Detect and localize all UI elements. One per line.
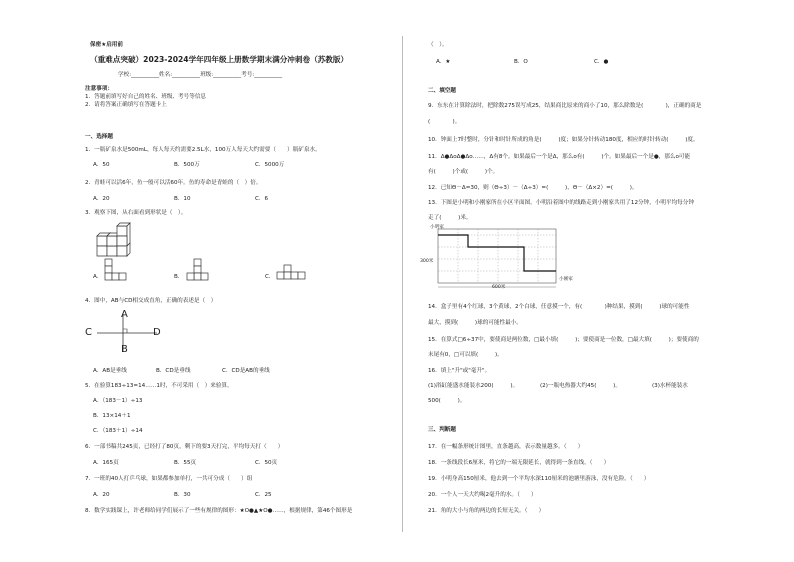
q5-option-a[interactable]: A．（183－1）÷13 [93,398,143,404]
question-15: 15．在算式□6÷37中，要使商是两位数，□最小填( )；要使商是一位数，□最大填( )；要使商的 [428,337,699,343]
question-14-cont: 最大，摸到( )球的可能性最小。 [428,320,522,326]
q6-option-a[interactable]: A．165页 [93,460,119,466]
question-11-cont: 有( )个或( )个。 [428,169,499,175]
graph-label-xiaogang: 小刚家 [559,277,573,282]
question-10: 10．钟面上7时整时，分针和时针所成的角是( )度；如果分针转动180度，相应的时针转动( )度。 [428,137,699,143]
question-13: 13．下图是小明和小刚家所在小区平面图。小明沿着图中的线路走到小刚家共用了12分钟，小明平均每分钟 [428,200,694,206]
section-choice-heading: 一、选择题 [85,134,113,140]
q4-option-c[interactable]: C．CD是AB的垂线 [222,368,270,374]
q8-option-b[interactable]: B．O [514,59,528,65]
question-4: 4．图中，AB与CD相交成直角，正确的表述是（ ） [85,298,217,304]
notes-heading: 注意事项： [85,86,113,92]
q1-option-b[interactable]: B．500万 [174,162,200,168]
q8-option-a[interactable]: A．★ [436,59,451,65]
question-1: 1．一瓶矿泉水是500mL，每人每天约需要2.5L水，100万人每天大约需要（ ）瓶矿泉水。 [85,147,321,153]
column-divider [402,36,403,532]
question-2: 2．青蛙可以活6年，鱼一般可以活60年。鱼的寿命是青蛙的（ ）倍。 [85,180,262,186]
question-20: 20．一个人一天大约喝2毫升的水。（ ） [428,492,537,498]
note-item: 2．请将答案正确填写在答题卡上 [85,102,167,108]
q3-option-b-figure [186,258,216,282]
q2-option-a[interactable]: A．20 [93,196,110,202]
question-9-cont: ( )。 [428,119,461,125]
q1-option-c[interactable]: C．5000万 [255,162,285,168]
question-6: 6．一部书稿共245页，已经打了80页，剩下的要3天打完，平均每天打（ ） [85,444,284,450]
note-item: 1．答题前填写好自己的姓名、班级、考号等信息 [85,94,207,100]
label-d: D [153,327,161,338]
q16-item-2: (2)一瓶电热器大约45( )。 [540,383,621,389]
q3-option-c[interactable]: C． [265,274,275,280]
label-c: C [85,327,92,338]
exam-title: （重难点突破）2023-2024学年四年级上册数学期末满分冲刺卷（苏教版） [90,55,349,64]
q7-option-c[interactable]: C．25 [255,492,272,498]
q16-item-3-cont: 500( )。 [428,398,466,404]
question-18: 18．一条线段长6厘米，将它的一端无限延长，就得到一条直线。（ ） [428,460,610,466]
q7-option-b[interactable]: B．30 [174,492,191,498]
q3-option-c-figure [276,264,310,282]
q16-item-1: (1)浴缸能盛水能装水200( )。 [428,383,519,389]
q1-option-a[interactable]: A．50 [93,162,110,168]
q7-option-a[interactable]: A．20 [93,492,110,498]
q8-option-c[interactable]: C．● [594,59,609,65]
question-8: 8．数学实践课上，许老师给同学们展示了一些有规律的图形：★O●▲★O●……，根据规律，第46个图形是 [85,508,353,514]
q16-item-3: (3)水杯能装水 [652,383,688,389]
q8-continuation: （ ）。 [428,42,448,48]
q5-option-c[interactable]: C．（183＋1）÷14 [93,428,143,434]
q4-option-b[interactable]: B．CD是垂线 [156,368,191,374]
q3-option-b[interactable]: B． [174,274,184,280]
question-19: 19．小明身高150厘米，他去到一个平均水深110厘米的池塘里游泳，没有危险。（ ） [428,476,650,482]
graph-label-side: 300米 [420,259,434,264]
question-21: 21．角的大小与角的两边的长短无关。（ ） [428,508,545,514]
question-7: 7．一班的40人打乒乓球，如果都参加单打，一共可分成（ ）组 [85,476,253,482]
section-judge-heading: 三、判断题 [428,427,456,433]
perpendicular-lines-figure [85,312,185,362]
section-fill-heading: 二、填空题 [428,88,456,94]
q2-option-b[interactable]: B．10 [174,196,191,202]
question-3: 3．观察下图，从右面看到形状是（ ）。 [85,210,187,216]
question-9: 9．东东在计算除法时，把除数275误写成25，结果商比原来的商小了10，那么除数是( )，正确的商是 [428,103,702,109]
student-info-line[interactable]: 学校:__________姓名:__________班级:__________考号:__________ [118,72,283,78]
question-12: 12．已知Θ－Δ=30，则（Θ÷3）－（Δ÷3）=( )，Θ－（Δ×2）=( )。 [428,185,638,191]
q6-option-c[interactable]: C．50页 [255,460,278,466]
question-5: 5．在验算183÷13=14……1时，不可采用（ ）来验算。 [85,383,233,389]
q2-option-c[interactable]: C．6 [255,196,269,202]
cube-stack-figure [95,222,135,258]
question-13-cont: 走了( )米。 [428,215,472,221]
q6-option-b[interactable]: B．55页 [174,460,197,466]
question-15-cont: 末尾有0，□可以填( )。 [428,352,503,358]
route-map-figure [428,225,578,291]
graph-label-distance: 600米 [492,285,506,290]
question-17: 17．在一幅条形统计图里，直条越高，表示数量越多。（ ） [428,444,584,450]
q3-option-a-figure [104,258,134,282]
q3-option-a[interactable]: A． [93,274,103,280]
label-b: B [121,344,128,355]
graph-label-xiaoming: 小明家 [430,225,444,230]
question-16: 16．填上"升"或"毫升"。 [428,368,491,374]
q4-option-a[interactable]: A．AB是垂线 [93,368,127,374]
question-14: 14．盒子里有4个红球，3个黄球，2个白球，任意摸一个，有( )种结果，摸到( )球的可能性 [428,304,690,310]
label-a: A [121,309,128,320]
confidential-mark: 保密★启用前 [90,42,123,48]
q5-option-b[interactable]: B．13×14＋1 [93,413,131,419]
question-11: 11．Δ●ΔoΔ●Δo……，Δ有8个。如果最后一个是Δ，那么o有( )个。如果最后一个是●，那么o可能 [428,154,691,160]
